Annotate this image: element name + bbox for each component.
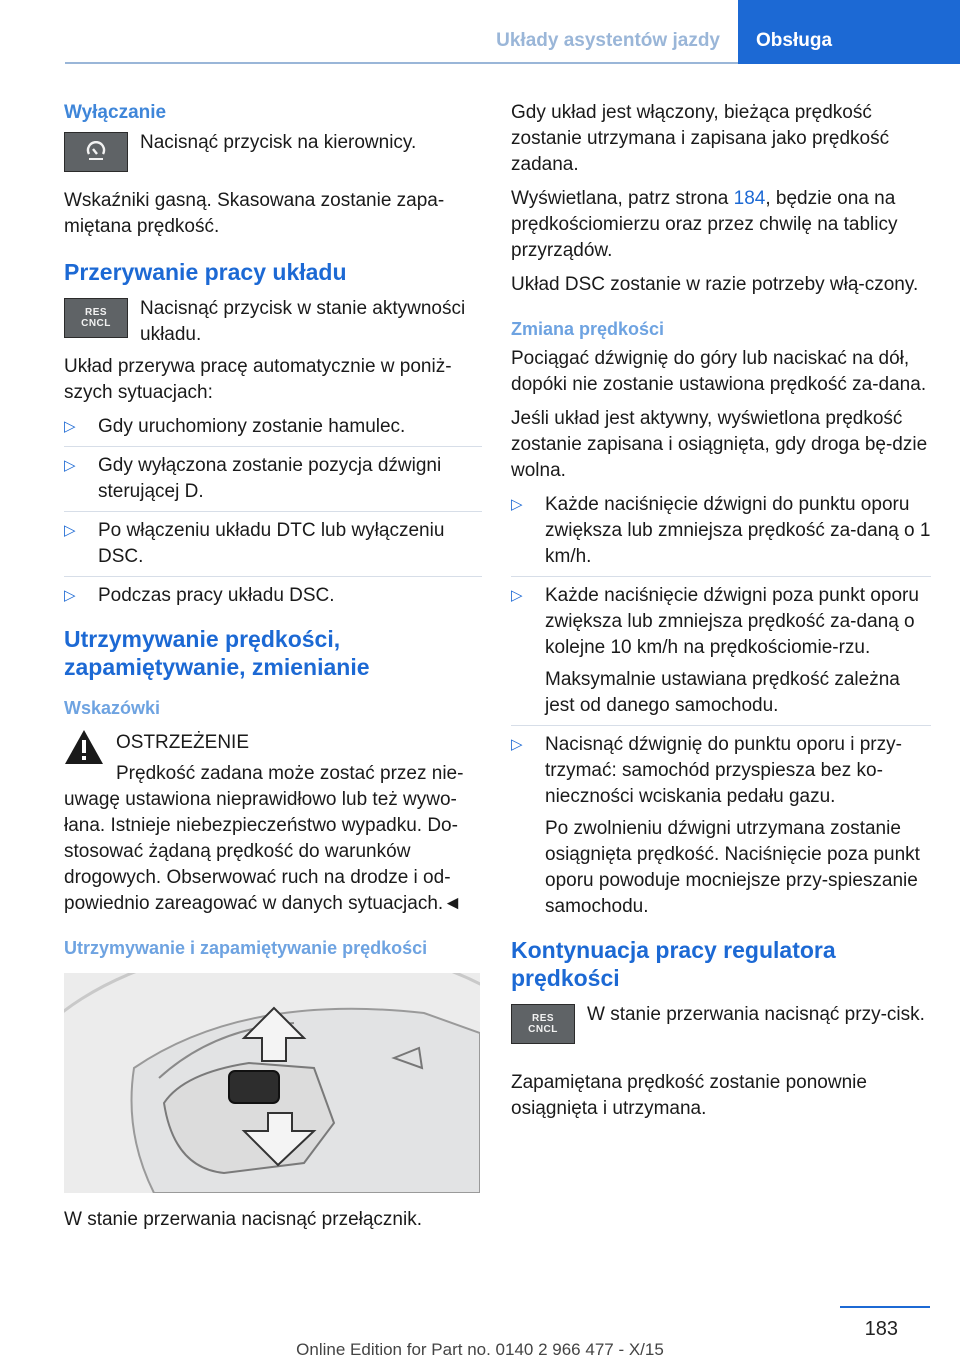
list-item: ▷ Każde naciśnięcie dźwigni poza punkt oporu zwiększa lub zmniejsza prędkość za-daną o kolejne 10 km/h na prędkościomie-rzu. Maksymalnie ustawiana prędkość zależna jest od danego samochodu. — [511, 583, 931, 726]
warning-title: OSTRZEŻENIE — [116, 732, 250, 753]
page-number: 183 — [864, 1318, 898, 1340]
right-p2: Wyświetlana, patrz strona 184, będzie ona na prędkościomierzu oraz przez chwilę na tablicy przyrządów. — [511, 188, 898, 261]
warning-block — [64, 729, 482, 917]
continue-instruction — [511, 1002, 931, 1064]
off-after-text: Wskaźniki gasną. Skasowana zostanie zapa-miętana prędkość. — [64, 190, 445, 237]
off-heading: Wyłączanie — [64, 102, 167, 123]
header-section — [65, 0, 738, 64]
header-section-title: Układy asystentów jazdy — [496, 30, 720, 51]
continue-after-text: Zapamiętana prędkość zostanie ponownie osiągnięta i utrzymana. — [511, 1072, 867, 1119]
photo-caption: W stanie przerwania nacisnąć przełącznik. — [64, 1209, 422, 1230]
list-item: ▷ Każde naciśnięcie dźwigni do punktu oporu zwiększa lub zmniejsza prędkość za-daną o 1 km/h. — [511, 492, 931, 577]
notes-heading: Wskazówki — [64, 698, 161, 718]
footer-rule — [840, 1306, 930, 1308]
triangle-bullet-icon: ▷ — [64, 522, 76, 539]
header-tab — [738, 0, 960, 64]
triangle-bullet-icon: ▷ — [511, 736, 523, 753]
triangle-bullet-icon: ▷ — [511, 496, 523, 513]
res-cncl-button-icon: RES CNCL — [64, 298, 128, 338]
warning-body: Prędkość zadana może zostać przez nie- uwagę ustawiona nieprawidłowo lub też wywo-łana. Istnieje niebezpieczeństwo wypadku. Do-stosować żądaną prędkość do warunków drogowych. Obserwować ruch na drodze i od-powiednio zareagować w danych sytuacjach.◄ — [64, 763, 464, 914]
interrupt-instruction — [64, 296, 482, 348]
right-p5: Jeśli układ jest aktywny, wyświetlona prędkość zostanie zapisana i osiągnięta, gdy droga bę-dzie wolna. — [511, 408, 928, 481]
res-cncl-button-icon: RES CNCL — [511, 1004, 575, 1044]
left-column — [64, 100, 482, 1241]
right-p1: Gdy układ jest włączony, bieżąca prędkość zostanie utrzymana i zapisana jako prędkość zadana. — [511, 102, 890, 175]
interrupt-auto-text: Układ przerywa pracę automatycznie w poniż-szych sytuacjach: — [64, 356, 452, 403]
page-link[interactable]: 184 — [733, 188, 766, 209]
warning-icon — [64, 729, 104, 765]
right-column — [511, 100, 931, 1130]
list-item: ▷ Gdy wyłączona zostanie pozycja dźwigni sterującej D. — [64, 453, 482, 512]
right-p3: Układ DSC zostanie w razie potrzeby włą-czony. — [511, 274, 919, 295]
right-p4: Pociągać dźwignię do góry lub naciskać na dół, dopóki nie zostanie ustawiona prędkość za-dana. — [511, 348, 927, 395]
maintain-sub-heading: Utrzymywanie i zapamiętywanie prędkości — [64, 938, 428, 958]
continue-text: W stanie przerwania nacisnąć przy-cisk. — [587, 1004, 925, 1025]
maintain-heading: Utrzymywanie prędkości, zapamiętywanie, zmienianie — [64, 626, 370, 680]
triangle-bullet-icon: ▷ — [64, 457, 76, 474]
change-list — [511, 492, 931, 926]
page-header — [0, 0, 960, 64]
continue-heading: Kontynuacja pracy regulatora prędkości — [511, 937, 836, 991]
interrupt-text: Nacisnąć przycisk w stanie aktywności układu. — [140, 298, 466, 345]
triangle-bullet-icon: ▷ — [64, 587, 76, 604]
interrupt-heading: Przerywanie pracy układu — [64, 259, 347, 285]
steering-wheel-photo — [64, 973, 480, 1193]
header-tab-label: Obsługa — [756, 30, 833, 51]
off-instruction — [64, 130, 482, 182]
off-text: Nacisnąć przycisk na kierownicy. — [140, 132, 417, 153]
change-heading: Zmiana prędkości — [511, 319, 665, 339]
triangle-bullet-icon: ▷ — [511, 587, 523, 604]
triangle-bullet-icon: ▷ — [64, 418, 76, 435]
list-item: ▷ Gdy uruchomiony zostanie hamulec. — [64, 414, 482, 447]
list-item: ▷ Po włączeniu układu DTC lub wyłączeniu DSC. — [64, 518, 482, 577]
interrupt-list — [64, 414, 482, 615]
edition-footer: Online Edition for Part no. 0140 2 966 477 - X/15 — [296, 1340, 664, 1359]
list-item: ▷ Podczas pracy układu DSC. — [64, 583, 482, 615]
list-item: ▷ Nacisnąć dźwignię do punktu oporu i przy-trzymać: samochód przyspiesza bez ko-nieczności wciskania pedału gazu. Po zwolnieniu dźwigni utrzymana zostanie osiągnięta prędkość. Naciśnięcie poza punkt oporu powoduje mocniejsze przy-spieszanie samochodu. — [511, 734, 920, 917]
speed-limit-off-icon — [64, 132, 128, 172]
